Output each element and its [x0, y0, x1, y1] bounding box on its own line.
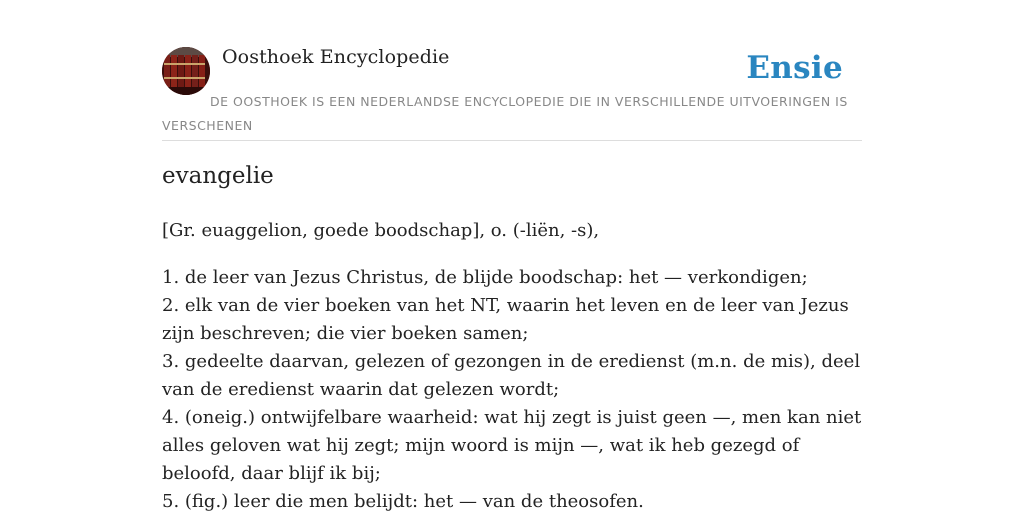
brand-logo[interactable]: Ensie: [746, 50, 843, 86]
site-tagline: DE OOSTHOEK IS EEN NEDERLANDSE ENCYCLOPEDIE DIE IN VERSCHILLENDE UITVOERINGEN IS VERSCHENEN: [162, 94, 848, 133]
definition-item: 1. de leer van Jezus Christus, de blijde boodschap: het — verkondigen;: [162, 267, 808, 288]
definition-item: 2. elk van de vier boeken van het NT, waarin het leven en de leer van Jezus zijn beschreven; die vier boeken samen;: [162, 295, 849, 344]
entry-etymology: [Gr. euaggelion, goede boodschap], o. (-liën, -s),: [162, 220, 600, 241]
site-title[interactable]: Oosthoek Encyclopedie: [222, 46, 450, 68]
encyclopedia-books-icon: [162, 47, 210, 95]
site-header: [162, 0, 862, 141]
site-avatar[interactable]: [162, 47, 210, 95]
definition-item: 3. gedeelte daarvan, gelezen of gezongen in de eredienst (m.n. de mis), deel van de eredienst waarin dat gelezen wordt;: [162, 351, 861, 400]
definition-item: 4. (oneig.) ontwijfelbare waarheid: wat hij zegt is juist geen —, men kan niet alles geloven wat hij zegt; mijn woord is mijn —, wat ik heb gezegd of beloofd, daar blijf ik bij;: [162, 407, 862, 484]
page-container: [162, 0, 862, 512]
definition-list: [162, 264, 862, 512]
entry-title: evangelie: [162, 163, 274, 189]
definition-item: 5. (fig.) leer die men belijdt: het — van de theosofen.: [162, 491, 644, 512]
